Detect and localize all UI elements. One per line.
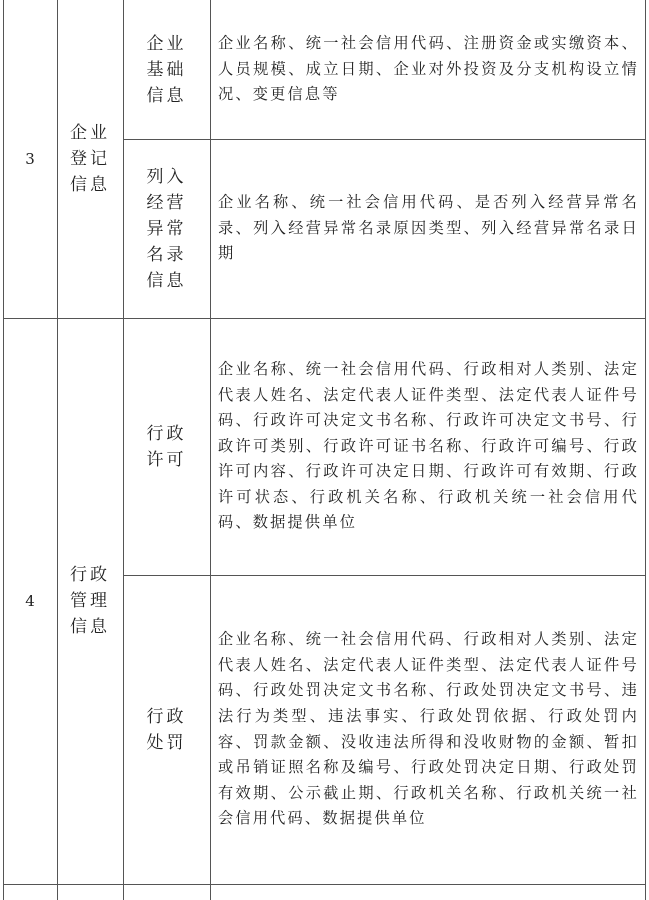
item-content-text: 企业名称、统一社会信用代码、行政相对人类别、法定代表人姓名、法定代表人证件类型、法定代表人证件号码、行政处罚决定文书名称、行政处罚决定文书号、违法行为类型、违法事实、行政处罚依据、行政处罚内容、罚款金额、没收违法所得和没收财物的金额、暂扣或吊销证照名称及编号、行政处罚决定日期、行政处罚有效期、公示截止期、行政机关名称、行政机关统一社会信用代码、数据提供单位	[218, 630, 639, 828]
item-label: 企业 基础 信息	[146, 33, 187, 106]
item-label: 行政 许可	[146, 423, 187, 470]
category-label: 企业 登记 信息	[70, 123, 110, 195]
item-label: 列入 经营 异常 名录 信息	[146, 166, 187, 291]
row-number: 4	[25, 592, 35, 610]
row-number: 3	[25, 150, 35, 168]
item-content-text: 企业名称、统一社会信用代码、注册资金或实缴资本、人员规模、成立日期、企业对外投资及分支机构设立情况、变更信息等	[218, 34, 639, 104]
item-content	[210, 575, 645, 884]
item-content-text: 企业名称、统一社会信用代码、行政相对人类别、法定代表人姓名、法定代表人证件类型、法定代表人证件号码、行政许可决定文书名称、行政许可决定文书号、行政许可类别、行政许可证书名称、行政许可编号、行政许可内容、行政许可决定日期、行政许可有效期、行政许可状态、行政机关名称、行政机关统一社会信用代码、数据提供单位	[218, 359, 639, 532]
category-label: 行政 管理 信息	[70, 565, 110, 637]
item-content	[210, 0, 645, 139]
item-content	[210, 318, 645, 575]
item-label: 行政 处罚	[146, 706, 187, 753]
item-content-text: 企业名称、统一社会信用代码、是否列入经营异常名录、列入经营异常名录原因类型、列入经营异常名录日期	[218, 193, 639, 263]
row-divider-4-5	[3, 884, 646, 885]
table-border-right	[645, 0, 646, 900]
item-content	[210, 139, 645, 318]
